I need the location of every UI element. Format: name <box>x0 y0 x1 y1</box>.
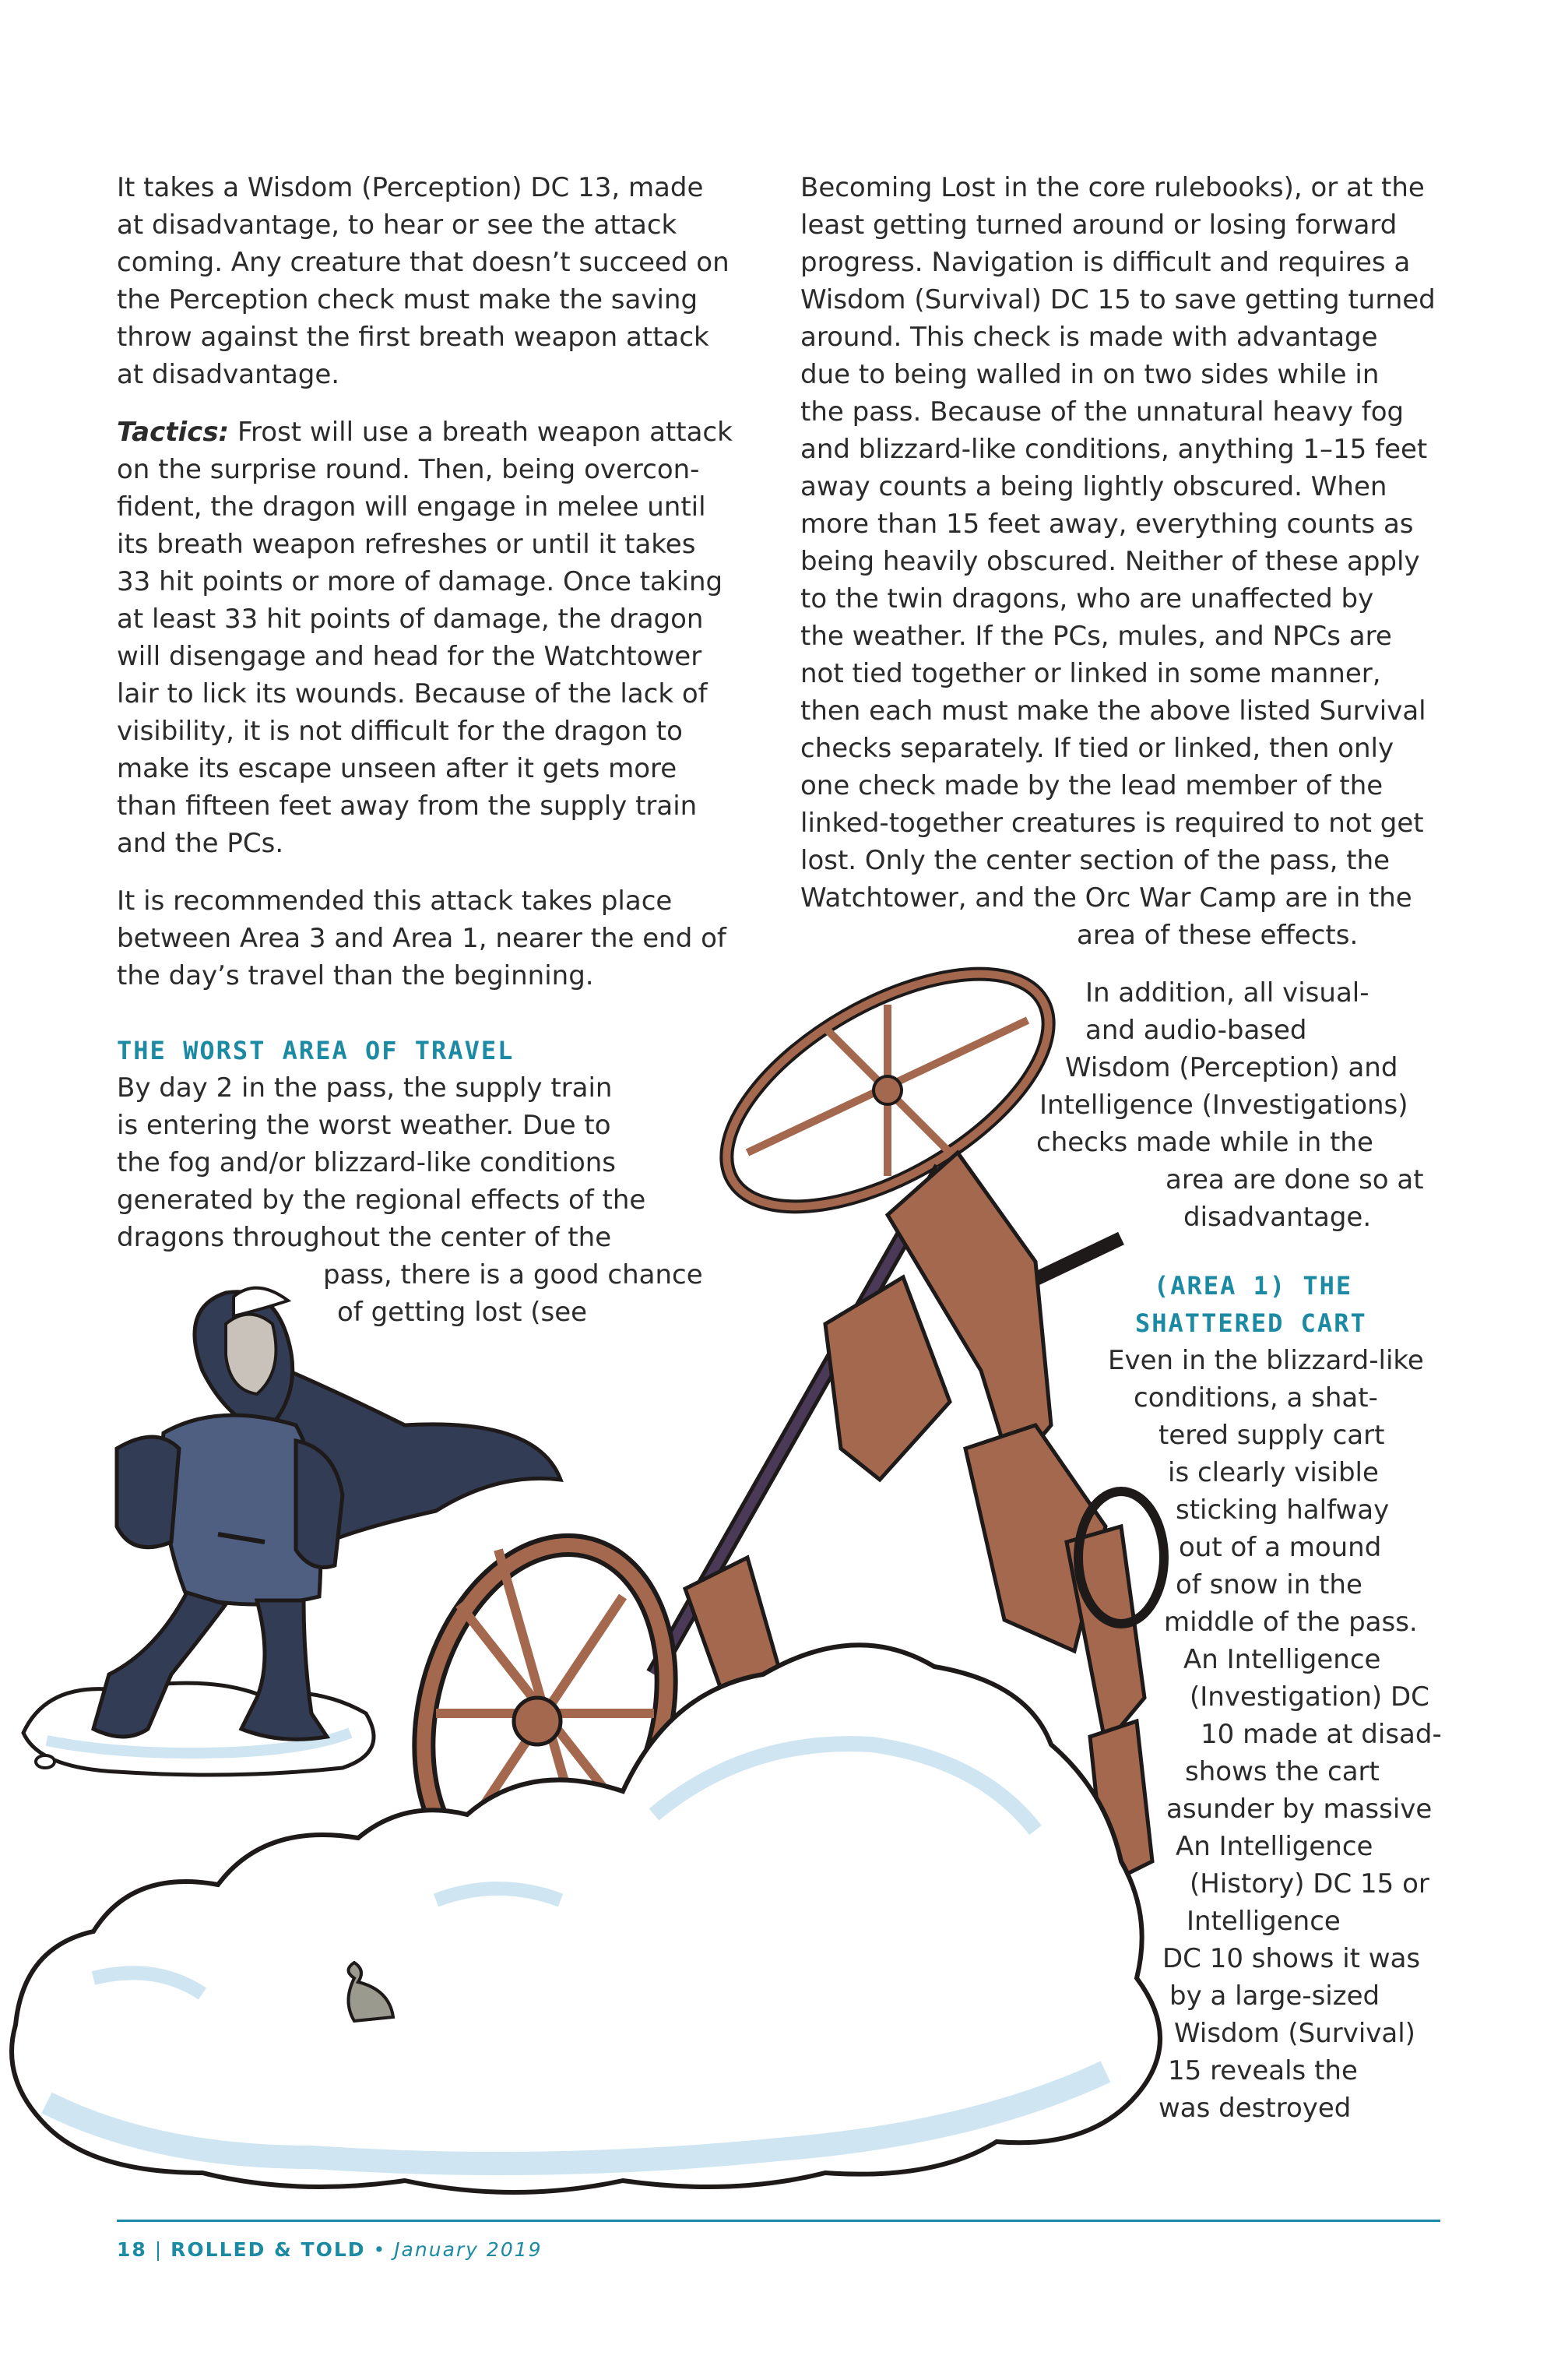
text-line: Wisdom (Perception) and <box>1065 1052 1398 1083</box>
section-heading-area-1: (AREA 1) THE <box>1154 1271 1353 1301</box>
text-line: and audio-based <box>1085 1015 1307 1046</box>
text-line: of snow in the <box>1176 1569 1362 1600</box>
text-line: least getting turned around or losing forward <box>800 209 1398 241</box>
text-line: 15 reveals the <box>1168 2055 1358 2086</box>
text-line: conditions, a shat- <box>1134 1382 1378 1414</box>
paragraph-recommendation <box>117 882 763 995</box>
text-line: Becoming Lost in the core rulebooks), or at the <box>800 172 1425 203</box>
text-line: middle of the pass. <box>1164 1607 1418 1638</box>
text-line: checks separately. If tied or linked, then only <box>800 733 1394 764</box>
text-line: pass, there is a good chance <box>323 1259 703 1290</box>
text-line: will disengage and head for the Watchtower <box>117 641 702 672</box>
text-line: Intelligence (Investigations) <box>1039 1090 1408 1121</box>
text-line: the fog and/or blizzard-like conditions <box>117 1147 617 1178</box>
page-number: 18 <box>117 2238 147 2261</box>
text-line: In addition, all visual- <box>1085 977 1369 1009</box>
right-column <box>800 169 1454 2127</box>
text-line: disadvantage. <box>1183 1202 1372 1233</box>
text-line: lair to lick its wounds. Because of the lack of <box>117 678 708 709</box>
text-line: the pass. Because of the unnatural heavy fog <box>800 396 1405 428</box>
text-line: the day’s travel than the beginning. <box>117 960 594 991</box>
text-line: sticking halfway <box>1176 1495 1390 1526</box>
text-line: Intelligence <box>1187 1906 1341 1937</box>
magazine-name: ROLLED & TOLD <box>171 2238 366 2261</box>
text-line: than fifteen feet away from the supply train <box>117 790 698 822</box>
text-line: (History) DC 15 or <box>1190 1868 1429 1899</box>
text-line: is clearly visible <box>1168 1457 1379 1488</box>
text-line: being heavily obscured. Neither of these apply <box>800 546 1420 577</box>
paragraph-navigation <box>800 169 1454 954</box>
text-line: was destroyed <box>1158 2093 1352 2124</box>
text-line: 10 made at disad- <box>1201 1719 1442 1750</box>
text-line: fident, the dragon will engage in melee until <box>117 491 706 523</box>
text-line: then each must make the above listed Survival <box>800 695 1426 727</box>
text-line: its breath weapon refreshes or until it takes <box>117 529 696 560</box>
text-line: the weather. If the PCs, mules, and NPCs are <box>800 621 1392 652</box>
text-line: dragons throughout the center of the <box>117 1222 612 1253</box>
text-line: more than 15 feet away, everything counts as <box>800 509 1414 540</box>
text-line: at disadvantage, to hear or see the attack <box>117 209 677 241</box>
text-line: An Intelligence <box>1183 1644 1381 1675</box>
issue-date: January 2019 <box>394 2238 543 2261</box>
text-line: generated by the regional effects of the <box>117 1185 646 1216</box>
text-line: throw against the first breath weapon attack <box>117 322 709 353</box>
text-line: around. This check is made with advantage <box>800 322 1378 353</box>
text-line: asunder by massive <box>1166 1794 1433 1825</box>
text-line: Watchtower, and the Orc War Camp are in the <box>800 882 1412 914</box>
paragraph-shattered-cart <box>800 1342 1454 2127</box>
text-line: and blizzard-like conditions, anything 1–15 feet <box>800 434 1428 465</box>
text-line: DC 10 shows it was <box>1162 1943 1421 1974</box>
paragraph-worst-area <box>117 1069 763 1331</box>
text-line: away counts a being lightly obscured. When <box>800 471 1387 502</box>
left-column <box>117 169 763 1331</box>
footer-rule <box>117 2220 1440 2222</box>
text-line: (Investigation) DC <box>1190 1681 1429 1713</box>
text-line: between Area 3 and Area 1, nearer the end of <box>117 923 726 954</box>
text-line: linked-together creatures is required to not get <box>800 808 1424 839</box>
text-line: progress. Navigation is difficult and requires a <box>800 247 1411 278</box>
text-line: due to being walled in on two sides while in <box>800 359 1380 390</box>
text-line <box>117 414 763 451</box>
text-run: Frost will use a breath weapon attack <box>229 417 733 448</box>
text-line: Wisdom (Survival) DC 15 to save getting turned <box>800 284 1436 315</box>
text-line: By day 2 in the pass, the supply train <box>117 1072 613 1104</box>
paragraph-tactics <box>117 414 763 862</box>
text-line: make its escape unseen after it gets more <box>117 753 677 784</box>
paragraph-perception <box>117 169 763 393</box>
text-line: at disadvantage. <box>117 359 340 390</box>
text-line: 33 hit points or more of damage. Once taking <box>117 566 723 597</box>
text-line: on the surprise round. Then, being overcon- <box>117 454 700 485</box>
text-line: to the twin dragons, who are unaffected by <box>800 583 1374 614</box>
text-line: An Intelligence <box>1176 1831 1373 1862</box>
footer-bullet: • <box>373 2238 387 2261</box>
text-line: It is recommended this attack takes place <box>117 885 673 917</box>
text-line: and the PCs. <box>117 828 284 859</box>
paragraph-visual-checks <box>800 974 1454 1236</box>
text-line: one check made by the lead member of the <box>800 770 1384 801</box>
text-line: tered supply cart <box>1158 1420 1385 1451</box>
text-line: area of these effects. <box>1077 920 1359 951</box>
section-heading-worst-area: THE WORST AREA OF TRAVEL <box>117 1036 515 1065</box>
text-line: Even in the blizzard-like <box>1108 1345 1424 1376</box>
text-line: area are done so at <box>1166 1164 1424 1195</box>
section-heading-shattered-cart: SHATTERED CART <box>1135 1308 1367 1338</box>
tactics-label: Tactics: <box>117 417 230 448</box>
text-line: of getting lost (see <box>337 1297 588 1328</box>
text-line: checks made while in the <box>1036 1127 1373 1158</box>
text-line: shows the cart <box>1185 1756 1380 1787</box>
text-line: It takes a Wisdom (Perception) DC 13, made <box>117 172 704 203</box>
text-line: is entering the worst weather. Due to <box>117 1110 611 1141</box>
text-line: the Perception check must make the saving <box>117 284 698 315</box>
footer-separator: | <box>154 2238 163 2261</box>
text-line: lost. Only the center section of the pass, the <box>800 845 1391 876</box>
text-line: by a large-sized <box>1169 1980 1380 2012</box>
cloaked-figure-icon <box>93 1288 561 1740</box>
text-line: Wisdom (Survival) <box>1174 2018 1415 2049</box>
text-line: out of a mound <box>1179 1532 1382 1563</box>
text-line: coming. Any creature that doesn’t succeed on <box>117 247 730 278</box>
text-line: not tied together or linked in some manner, <box>800 658 1381 689</box>
text-line: at least 33 hit points of damage, the dragon <box>117 604 704 635</box>
page-footer <box>117 2238 543 2261</box>
text-line: visibility, it is not difficult for the dragon to <box>117 716 683 747</box>
